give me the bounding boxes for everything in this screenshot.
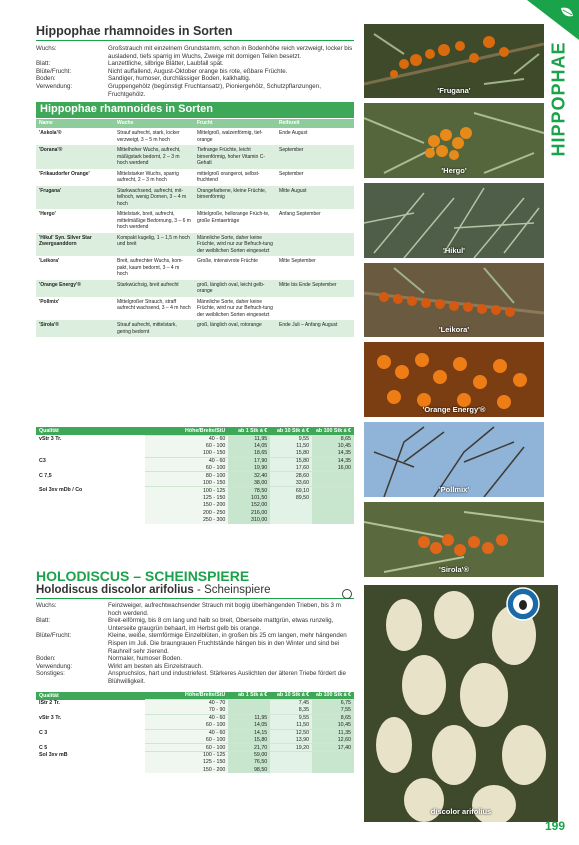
holodiscus-genus: HOLODISCUS [36, 568, 130, 584]
cultivar-wuchs: Breit, aufrechter Wuchs, kom-pakt, kaum bedornt, 3 – 4 m hoch [117, 258, 184, 278]
holodiscus-section [36, 568, 354, 773]
cultivar-frucht: groß, länglich oval, rotorange [194, 320, 276, 337]
price-10: 69,10 [270, 487, 312, 494]
detail-label: Blüte/Frucht: [36, 632, 72, 640]
price-10: 8,35 [270, 707, 312, 714]
price-10 [270, 516, 312, 523]
side-tab-label: HIPPOPHAE [548, 41, 569, 157]
price-10: 13,90 [270, 736, 312, 743]
cultivar-reife: Ende Juli – Anfang August [276, 320, 354, 337]
price-size: 60 - 100 [145, 744, 229, 751]
cultivar-name: 'Dorana'® [36, 145, 114, 169]
price-1: 59,00 [228, 751, 270, 758]
price-quality: C 7,5 [39, 472, 52, 479]
price-quality [36, 759, 145, 766]
cultivar-row [36, 297, 354, 321]
price-size: 60 - 100 [145, 465, 229, 472]
cultivar-reife [276, 233, 354, 257]
price-100 [312, 751, 354, 758]
photo-caption: discolor arifolius [430, 807, 492, 816]
detail-row [36, 670, 354, 685]
price-size: 100 - 125 [145, 487, 229, 494]
price-1: 18,65 [228, 450, 270, 457]
detail-row [36, 75, 354, 83]
price-row [36, 472, 354, 479]
price-1: 11,95 [228, 435, 270, 442]
price-column-header: ab 10 Stk á € [270, 427, 312, 435]
price-10: 7,45 [270, 700, 312, 707]
cultivar-wuchs: Kompakt kugelig, 1 – 1,5 m hoch und breit [114, 233, 194, 257]
price-size: 125 - 150 [145, 494, 229, 501]
detail-value: Anspruchslos, hart und industriefest. Stärkeres Auslichten der älteren Triebe fördert die Blühwilligkeit. [108, 670, 346, 685]
price-quality [36, 502, 145, 509]
price-size: 100 - 150 [145, 450, 229, 457]
price-quality [36, 736, 145, 743]
price-1: 32,40 [228, 472, 270, 479]
hippophae-details [36, 45, 354, 98]
detail-label: Blatt: [36, 617, 51, 625]
price-100: 10,45 [312, 442, 354, 449]
bee-friendly-badge-icon [506, 587, 540, 621]
price-row [36, 516, 354, 523]
price-size: 70 - 90 [145, 707, 229, 714]
holodiscus-common-name: - Scheinspiere [193, 584, 271, 596]
cultivar-row [36, 209, 354, 233]
price-1: 78,50 [228, 487, 270, 494]
price-100 [312, 516, 354, 523]
price-1: 19,90 [228, 465, 270, 472]
half-shade-circle-icon [342, 589, 352, 599]
price-10: 11,50 [270, 442, 312, 449]
detail-label: Verwendung: [36, 82, 73, 90]
cultivar-wuchs: Mittelgroßer Strauch, straff aufrecht wachsend, 3 – 4 m hoch [117, 298, 191, 312]
price-size: 80 - 100 [145, 472, 229, 479]
hippophae-price-table [36, 427, 354, 524]
price-size: 40 - 70 [145, 700, 229, 707]
price-quality [36, 516, 145, 523]
price-1: 101,50 [228, 494, 270, 501]
price-column-header: ab 100 Stk á € [312, 427, 354, 435]
price-10: 11,50 [270, 722, 312, 729]
detail-value: Großstrauch mit einzelnem Grundstamm, schon in Bodenhöhe reich verzweigt, locker bis ausladend, tiefs sparrig im Wuchs, Zweige mit dornigen Teilen besetzt. [108, 45, 353, 60]
price-row [36, 736, 354, 743]
cultivar-reife: Mitte August [276, 186, 354, 210]
price-column-header: Höhe/Breite/StU [145, 427, 229, 435]
price-row [36, 722, 354, 729]
detail-row [36, 663, 354, 671]
price-row [36, 442, 354, 449]
price-10: 33,60 [270, 479, 312, 486]
price-1: 98,50 [228, 766, 270, 773]
price-1: 14,15 [228, 729, 270, 736]
price-row [36, 707, 354, 714]
price-10 [270, 759, 312, 766]
price-1: 38,00 [228, 479, 270, 486]
price-quality [36, 442, 145, 449]
photo-sirola [364, 502, 544, 577]
holodiscus-details [36, 602, 354, 686]
price-10: 28,60 [270, 472, 312, 479]
price-100: 8,65 [312, 714, 354, 721]
price-10: 15,80 [270, 457, 312, 464]
photo-leikora [364, 263, 544, 337]
detail-value: Feinzweiger, aufrechtwachsender Strauch mit bogig überhängenden Trieben, bis 3 m hoch werdend. [108, 602, 341, 617]
photo-caption: 'Leikora' [438, 325, 470, 334]
cultivar-name: 'Pollmix' [39, 298, 60, 305]
detail-value: Breit-eiförmig, bis 8 cm lang und halb so breit, Oberseite mattgrün, etwas runzelig, Unterseite graugrün behaart, im Herbst gelb bis orange. [108, 617, 334, 632]
price-1 [228, 707, 270, 714]
detail-row [36, 632, 354, 655]
price-row [36, 502, 354, 509]
cultivar-name: 'Frikaudorfer Orange' [39, 170, 90, 177]
detail-label: Boden: [36, 655, 56, 663]
price-1 [228, 700, 270, 707]
price-size: 100 - 125 [145, 751, 229, 758]
cultivar-reife: September [279, 170, 304, 177]
price-quality: lStr 2 Tr. [39, 700, 60, 707]
price-10 [270, 766, 312, 773]
cultivar-reife: Mitte September [279, 258, 316, 265]
price-row [36, 766, 354, 773]
price-1: 21,70 [228, 744, 270, 751]
price-size: 150 - 200 [145, 502, 229, 509]
price-row [36, 457, 354, 464]
holodiscus-price-table [36, 692, 354, 774]
price-quality: C 3 [39, 729, 48, 736]
price-1: 15,80 [228, 736, 270, 743]
cultivar-wuchs: Starkwüchsig, breit aufrecht [114, 280, 194, 297]
price-10 [270, 509, 312, 516]
price-10 [270, 502, 312, 509]
cultivar-column-header: Wuchs [114, 119, 194, 128]
cultivar-wuchs: Mittelstark, breit, aufrecht, mittelmäßige Bedornung, 3 – 6 m hoch werdend [117, 211, 191, 231]
photo-caption: 'Hergo' [441, 166, 467, 175]
price-column-header: Höhe/Breite/StU [145, 692, 229, 700]
cultivar-frucht: Orangefarbene, kleine Früchte, birnenförmig [194, 186, 276, 210]
price-column-header: ab 100 Stk á € [312, 692, 354, 700]
price-quality [36, 494, 145, 501]
photo-caption: 'Hikul' [443, 246, 465, 255]
price-row [36, 479, 354, 486]
cultivar-wuchs: Starkwachsend, aufrecht, mit-telhoch, wenig Dornen, 3 – 4 m hoch [114, 186, 194, 210]
cultivar-column-header: Reifezeit [276, 119, 354, 128]
cultivar-frucht: Mittelgroß, walzenförmig, tief-orange [197, 130, 263, 143]
price-10: 12,50 [270, 729, 312, 736]
price-size: 250 - 300 [145, 516, 229, 523]
price-100 [312, 509, 354, 516]
price-100: 12,60 [312, 736, 354, 743]
detail-label: Blatt: [36, 60, 51, 68]
price-row [36, 487, 354, 494]
detail-value: Sandiger, humoser, durchlässiger Boden, kalkhaltig. [108, 75, 251, 83]
cultivar-table [36, 119, 354, 337]
hippophae-section [36, 24, 354, 337]
detail-value: Nicht auffallend, August-Oktober orange bis rote, eßbare Früchte. [108, 67, 288, 75]
price-100: 14,35 [312, 450, 354, 457]
cultivar-column-header: Name [36, 119, 114, 128]
cultivar-reife: Anfang September [279, 211, 321, 218]
price-100: 10,45 [312, 722, 354, 729]
detail-row [36, 83, 354, 98]
photo-holodiscus [364, 585, 558, 822]
cultivar-wuchs: Strauf aufrecht, stark, locker verzweigt, 3 – 5 m hoch [117, 130, 180, 143]
detail-value: Wirkt am besten als Einzelstrauch. [108, 662, 203, 670]
photo-hikul [364, 183, 544, 258]
price-row [36, 744, 354, 751]
price-100: 8,65 [312, 435, 354, 442]
price-100 [312, 766, 354, 773]
price-1: 11,95 [228, 714, 270, 721]
holodiscus-species: Holodiscus discolor arifolius [36, 584, 194, 596]
holodiscus-title [36, 568, 354, 584]
price-10: 9,55 [270, 435, 312, 442]
price-row [36, 729, 354, 736]
price-column-header: ab 1 Stk á € [228, 427, 270, 435]
price-100 [312, 759, 354, 766]
cultivar-row [36, 169, 354, 186]
cultivar-name: 'Orange Energy'® [36, 280, 114, 297]
price-quality [36, 707, 145, 714]
price-10 [270, 751, 312, 758]
photo-frugana [364, 24, 544, 98]
detail-row [36, 68, 354, 76]
price-10: 19,20 [270, 744, 312, 751]
detail-row [36, 60, 354, 68]
price-size: 60 - 100 [145, 736, 229, 743]
price-100: 14,35 [312, 457, 354, 464]
price-1: 216,00 [228, 509, 270, 516]
cultivar-frucht: Mittelgroße, hellorange Früch-te, große Erntaerträge [197, 211, 270, 224]
cultivar-row [36, 320, 354, 337]
cultivar-wuchs: Strauf aufrecht, mittelstark, gering bedornt [114, 320, 194, 337]
price-size: 40 - 60 [145, 457, 229, 464]
cultivar-column-header: Frucht [194, 119, 276, 128]
price-quality: Sol 3xv mDb / Co [39, 487, 83, 494]
detail-value: Kleine, weiße, sternförmige Einzelblüten, in großen bis 25 cm langen, mehr hängenden Rispen im Juli. Die braungrauen Fruchtstände hängen bis in den Winter und sind bei Rauhreif sehr zierend. [108, 632, 347, 655]
price-quality [36, 722, 145, 729]
cultivar-name: 'Askola'® [39, 130, 62, 137]
price-quality [36, 479, 145, 486]
detail-label: Wuchs: [36, 45, 57, 52]
detail-label: Sonstiges: [36, 670, 65, 678]
photo-hergo [364, 103, 544, 178]
price-size: 100 - 150 [145, 479, 229, 486]
price-quality: vStr 3 Tr. [39, 715, 62, 721]
photo-pollmix [364, 422, 544, 497]
detail-label: Wuchs: [36, 602, 57, 609]
photo-caption: 'Frugana' [437, 86, 471, 95]
price-row [36, 450, 354, 457]
cultivar-row [36, 256, 354, 280]
price-10: 89,50 [270, 494, 312, 501]
cultivar-name: 'Sirola'® [36, 320, 114, 337]
cultivar-frucht: groß, länglich oval, leicht gelb-orange [194, 280, 276, 297]
price-quality: C 5 [39, 744, 48, 751]
price-1: 152,00 [228, 502, 270, 509]
cultivar-reife [276, 297, 354, 321]
photo-caption: 'Pollmix' [438, 485, 470, 494]
cultivar-wuchs: Mittelstarker Wuchs, sparrig aufrecht, 2 – 3 m hoch [117, 170, 179, 184]
price-10: 15,80 [270, 450, 312, 457]
price-quality: C3 [39, 457, 46, 464]
cultivar-name: 'Hikul' Syn. Silver Star Zwergsanddorn [36, 233, 114, 257]
detail-row [36, 617, 354, 632]
detail-label: Verwendung: [36, 662, 73, 670]
price-10: 17,60 [270, 465, 312, 472]
detail-row [36, 45, 354, 60]
price-size: 200 - 250 [145, 509, 229, 516]
detail-value: Gruppengehölz (begünstigt Fruchtansatz), Pioniergehölz, Schutzpflanzungen, Fruchtgehölz. [108, 82, 321, 98]
holodiscus-common: – SCHEINSPIERE [129, 568, 250, 584]
cultivar-frucht: Männliche Sorte, daher keine Früchte, wird nur zur Befruch-tung der weiblichen Sorten eingesetzt [194, 233, 276, 257]
price-size: 150 - 200 [145, 766, 229, 773]
price-column-header: ab 10 Stk á € [270, 692, 312, 700]
price-1: 14,05 [228, 442, 270, 449]
cultivar-row [36, 233, 354, 257]
photo-orange-energy [364, 342, 544, 417]
cultivar-frucht: Große, intensivrote Früchte [197, 258, 258, 265]
side-tab [545, 41, 573, 157]
price-quality: Sol 3xv mB [39, 751, 68, 758]
photo-caption: 'Sirola'® [439, 565, 469, 574]
detail-label: Blüte/Frucht: [36, 67, 72, 75]
price-100 [312, 494, 354, 501]
detail-row [36, 655, 354, 663]
page-number: 199 [544, 819, 565, 833]
hippophae-price-section [36, 427, 354, 524]
cultivar-reife: September [276, 145, 354, 169]
price-quality: vStr 3 Tr. [39, 435, 62, 442]
price-row [36, 494, 354, 501]
cultivar-name: 'Frugana' [36, 186, 114, 210]
price-1: 310,00 [228, 516, 270, 523]
price-1: 76,50 [228, 759, 270, 766]
holodiscus-subtitle [36, 584, 354, 599]
price-quality [36, 465, 145, 472]
price-size: 60 - 100 [145, 722, 229, 729]
cultivar-frucht: Männliche Sorte, daher keine Früchte, wird nur zur Befruch-tung der weiblichen Sorten eingesetzt [197, 298, 273, 318]
price-quality [36, 450, 145, 457]
price-row [36, 714, 354, 721]
hippophae-table-title: Hippophae rhamnoides in Sorten [36, 102, 354, 118]
cultivar-reife: Ende August [279, 130, 308, 137]
cultivar-row [36, 280, 354, 297]
price-row [36, 435, 354, 442]
price-100 [312, 487, 354, 494]
price-100: 7,55 [312, 707, 354, 714]
price-row [36, 759, 354, 766]
cultivar-row [36, 128, 354, 145]
price-quality [36, 766, 145, 773]
price-size: 40 - 60 [145, 729, 229, 736]
price-100: 17,40 [312, 744, 354, 751]
price-100 [312, 472, 354, 479]
price-100: 6,75 [312, 700, 354, 707]
hippophae-title: Hippophae rhamnoides in Sorten [36, 24, 354, 41]
price-100: 16,00 [312, 465, 354, 472]
detail-label: Boden: [36, 75, 56, 83]
cultivar-reife: Mitte bis Ende September [276, 280, 354, 297]
cultivar-row [36, 145, 354, 169]
price-100 [312, 479, 354, 486]
detail-row [36, 602, 354, 617]
price-10: 9,55 [270, 714, 312, 721]
detail-value: Normaler, humoser Boden. [108, 655, 182, 663]
cultivar-frucht: Tiefrange Früchte, leicht birnenförmig, hoher Vitamin C-Gehalt [194, 145, 276, 169]
price-row [36, 700, 354, 707]
price-column-header: ab 1 Stk á € [228, 692, 270, 700]
price-size: 40 - 60 [145, 714, 229, 721]
price-column-header: Qualität [36, 427, 145, 435]
price-column-header: Qualität [36, 692, 145, 700]
price-size: 40 - 60 [145, 435, 229, 442]
price-quality [36, 509, 145, 516]
price-size: 60 - 100 [145, 442, 229, 449]
price-row [36, 509, 354, 516]
cultivar-frucht: mittelgroß orangerot, selbst-fruchtend [197, 170, 260, 184]
price-100: 11,35 [312, 729, 354, 736]
cultivar-wuchs: Mittelhoher Wuchs, aufrecht, mäßigstark bedornt, 2 – 3 m hoch werdend [114, 145, 194, 169]
cultivar-name: 'Leikora' [39, 258, 60, 265]
detail-value: Lanzettliche, silbrige Blätter, Laubfall spät. [108, 60, 224, 68]
price-row [36, 465, 354, 472]
cultivar-name: 'Hergo' [39, 211, 56, 218]
photo-caption: 'Orange Energy'® [422, 405, 486, 414]
price-1: 17,90 [228, 457, 270, 464]
price-1: 14,05 [228, 722, 270, 729]
cultivar-row [36, 186, 354, 210]
price-size: 125 - 150 [145, 759, 229, 766]
price-row [36, 751, 354, 758]
price-100 [312, 502, 354, 509]
